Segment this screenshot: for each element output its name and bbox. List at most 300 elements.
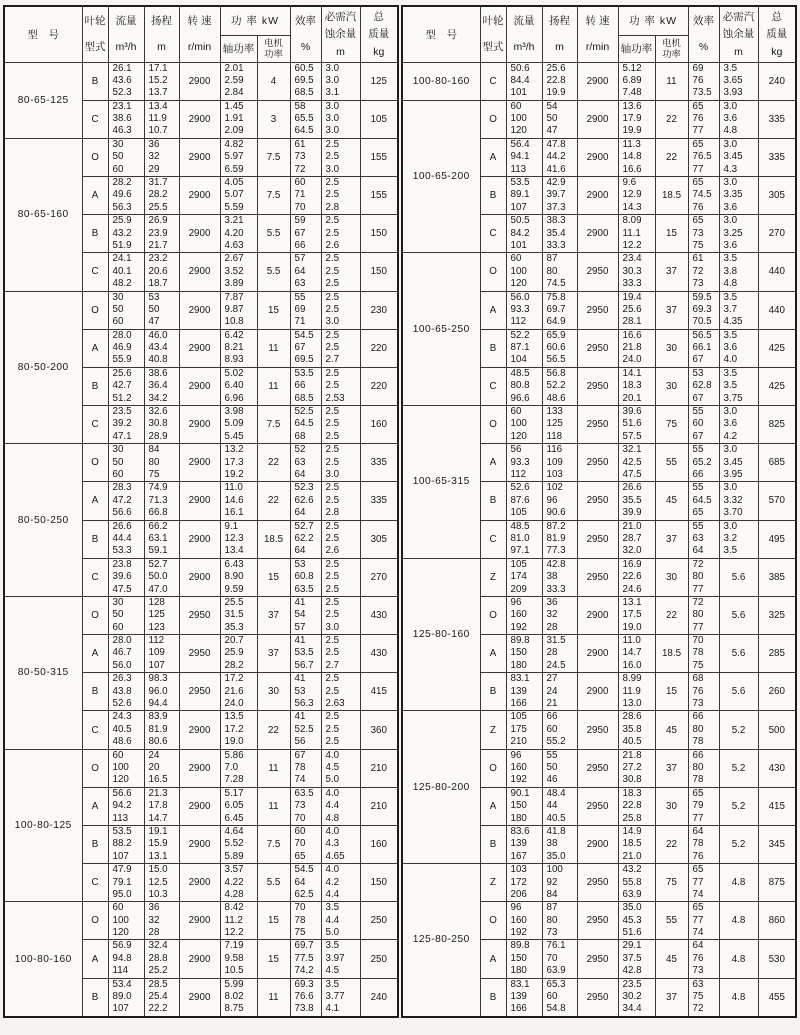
cell-flow — [108, 291, 144, 329]
cell-efficiency — [688, 62, 719, 100]
cell-speed: 2950 — [577, 444, 618, 482]
value-line: 56.5 — [546, 354, 566, 366]
value-line: 28 — [546, 621, 558, 633]
value-line: 39.6 — [622, 406, 642, 418]
cell-impeller-type: A — [480, 444, 506, 482]
cell-flow — [506, 596, 542, 634]
value-line: 84 — [546, 888, 558, 900]
value-line: 125 — [148, 609, 165, 621]
value-line: 13.1 — [148, 850, 168, 862]
cell-mass: 325 — [758, 596, 796, 634]
cell-shaft-power — [220, 177, 257, 215]
cell-flow — [506, 215, 542, 253]
value-line: 18.3 — [622, 787, 642, 799]
cell-mass: 415 — [360, 673, 398, 711]
value-line: 56.4 — [510, 138, 530, 150]
col-header-efficiency — [290, 6, 321, 62]
value-line: 123 — [148, 621, 165, 633]
value-line: 3.1 — [325, 87, 340, 99]
value-line: 70 — [294, 201, 306, 213]
cell-npsh: 4.8 — [719, 864, 758, 902]
value-line: 2.6 — [325, 239, 340, 251]
header-line: 必需汽 — [722, 10, 755, 23]
cell-motor-power: 55 — [655, 444, 688, 482]
value-line: 80 — [692, 761, 704, 773]
value-line: 4.8 — [325, 812, 340, 824]
cell-model: 100-80-160 — [402, 62, 480, 100]
value-line: 139 — [510, 685, 527, 697]
value-line: 28.0 — [112, 329, 132, 341]
cell-mass: 240 — [758, 62, 796, 100]
value-line: 4.20 — [224, 227, 244, 239]
cell-motor-power: 7.5 — [257, 406, 290, 444]
value-line: 63 — [294, 278, 306, 290]
cell-efficiency — [688, 406, 719, 444]
value-line: 22.8 — [622, 800, 642, 812]
value-line: 97.1 — [510, 545, 530, 557]
value-line: 90.6 — [546, 507, 566, 519]
value-line: 5.12 — [622, 62, 642, 74]
value-line: 4.8 — [723, 278, 738, 290]
cell-efficiency — [688, 367, 719, 405]
value-line: 93.3 — [510, 303, 530, 315]
cell-flow — [108, 978, 144, 1017]
value-line: 93.3 — [510, 456, 530, 468]
value-line: 3.0 — [723, 138, 738, 150]
cell-flow — [506, 520, 542, 558]
cell-speed: 2950 — [577, 291, 618, 329]
cell-speed: 2900 — [577, 215, 618, 253]
cell-efficiency — [290, 940, 321, 978]
cell-impeller-type: Z — [480, 558, 506, 596]
value-line: 3.0 — [325, 74, 340, 86]
value-line: 3.52 — [224, 265, 244, 277]
header-line: 扬程 — [549, 15, 570, 28]
value-line: 60 — [112, 902, 124, 914]
value-line: 66.2 — [148, 520, 168, 532]
value-line: 40.5 — [112, 723, 132, 735]
cell-impeller-type: C — [480, 367, 506, 405]
cell-flow — [506, 940, 542, 978]
value-line: 59.5 — [692, 291, 712, 303]
value-line: 2.5 — [325, 151, 340, 163]
cell-motor-power: 75 — [655, 406, 688, 444]
value-line: 3.0 — [723, 177, 738, 189]
cell-impeller-type: C — [480, 520, 506, 558]
cell-impeller-type: A — [82, 329, 108, 367]
cell-efficiency — [688, 673, 719, 711]
value-line: 17.5 — [622, 609, 642, 621]
value-line: 59.1 — [148, 545, 168, 557]
value-line: 56.6 — [112, 787, 132, 799]
value-line: 80.6 — [148, 736, 168, 748]
value-line: 72 — [692, 596, 704, 608]
value-line: 40.8 — [148, 354, 168, 366]
cell-flow — [108, 558, 144, 596]
value-line: 69.5 — [294, 354, 314, 366]
value-line: 43.8 — [112, 685, 132, 697]
cell-speed: 2900 — [179, 940, 220, 978]
cell-efficiency — [290, 367, 321, 405]
cell-impeller-type: B — [82, 673, 108, 711]
cell-speed: 2950 — [179, 635, 220, 673]
cell-flow — [506, 367, 542, 405]
value-line: 13.6 — [622, 100, 642, 112]
cell-head — [144, 749, 179, 787]
value-line: 3.0 — [325, 469, 340, 480]
value-line: 6.40 — [224, 380, 244, 392]
cell-shaft-power — [618, 406, 655, 444]
table-header — [4, 6, 398, 62]
value-line: 83.9 — [148, 711, 168, 723]
value-line: 1.45 — [224, 100, 244, 112]
value-line: 12.3 — [224, 532, 244, 544]
cell-impeller-type: O — [480, 749, 506, 787]
value-line: 67 — [294, 342, 306, 354]
value-line: 114 — [112, 965, 129, 977]
header-line: kg — [771, 45, 783, 58]
cell-npsh — [719, 215, 758, 253]
value-line: 51.6 — [622, 927, 642, 939]
model-group — [4, 291, 398, 444]
value-line: 96.6 — [510, 392, 530, 404]
cell-head — [144, 978, 179, 1017]
value-line: 2.7 — [325, 659, 340, 671]
value-line: 65.2 — [692, 456, 712, 468]
cell-shaft-power — [220, 711, 257, 749]
cell-shaft-power — [618, 482, 655, 520]
value-line: 53.5 — [510, 177, 530, 189]
cell-shaft-power — [618, 864, 655, 902]
cell-speed: 2950 — [577, 749, 618, 787]
value-line: 21 — [546, 698, 558, 710]
value-line: 4.0 — [325, 864, 340, 876]
value-line: 102 — [546, 482, 563, 494]
cell-mass: 860 — [758, 902, 796, 940]
value-line: 41 — [294, 711, 306, 723]
value-line: 78 — [692, 838, 704, 850]
cell-head — [542, 482, 577, 520]
value-line: 30.8 — [148, 418, 168, 430]
value-line: 3.57 — [224, 864, 244, 876]
cell-mass: 155 — [360, 138, 398, 176]
value-line: 55 — [546, 749, 558, 761]
value-line: 60 — [546, 723, 558, 735]
cell-head — [144, 825, 179, 863]
cell-npsh — [321, 329, 360, 367]
value-line: 13.5 — [224, 711, 244, 723]
value-line: 52 — [294, 444, 306, 456]
cell-speed: 2950 — [577, 406, 618, 444]
value-line: 4.5 — [325, 965, 340, 977]
value-line: 81.0 — [510, 532, 530, 544]
cell-motor-power: 15 — [257, 940, 290, 978]
value-line: 52.2 — [510, 329, 530, 341]
cell-motor-power: 7.5 — [257, 138, 290, 176]
header-row-1 — [4, 6, 398, 35]
value-line: 32.4 — [148, 940, 168, 952]
cell-shaft-power — [220, 978, 257, 1017]
cell-flow — [506, 291, 542, 329]
cell-npsh — [321, 596, 360, 634]
value-line: 75.8 — [546, 291, 566, 303]
cell-speed: 2900 — [577, 138, 618, 176]
value-line: 73 — [692, 278, 704, 290]
value-line: 68.5 — [294, 392, 314, 404]
cell-impeller-type: C — [82, 100, 108, 138]
cell-mass: 425 — [758, 329, 796, 367]
cell-speed: 2900 — [577, 825, 618, 863]
cell-speed: 2900 — [179, 329, 220, 367]
cell-motor-power: 30 — [257, 673, 290, 711]
value-line: 180 — [510, 812, 527, 824]
cell-flow — [506, 825, 542, 863]
model-group — [4, 902, 398, 1017]
value-line: 77 — [692, 914, 704, 926]
value-line: 11.0 — [224, 482, 243, 494]
value-line: 22.2 — [148, 1003, 168, 1015]
value-line: 87 — [546, 902, 558, 914]
cell-motor-power: 22 — [257, 711, 290, 749]
cell-shaft-power — [220, 215, 257, 253]
cell-flow — [108, 138, 144, 176]
cell-motor-power: 30 — [655, 558, 688, 596]
value-line: 3.2 — [723, 532, 738, 544]
value-line: 28.6 — [622, 711, 642, 723]
value-line: 16.5 — [148, 774, 168, 786]
value-line: 19.0 — [224, 736, 244, 748]
value-line: 74.5 — [692, 189, 712, 201]
value-line: 21.8 — [622, 749, 642, 761]
cell-shaft-power — [618, 100, 655, 138]
value-line: 167 — [510, 850, 527, 862]
value-line: 25.6 — [546, 62, 566, 74]
value-line: 76 — [692, 850, 704, 862]
cell-flow — [506, 978, 542, 1017]
cell-efficiency — [688, 444, 719, 482]
value-line: 4.28 — [224, 888, 244, 900]
col-header-shaft-power: 轴功率 — [618, 35, 655, 62]
value-line: 62.6 — [294, 494, 314, 506]
cell-head — [542, 940, 577, 978]
cell-motor-power: 11 — [655, 62, 688, 100]
value-line: 3.0 — [723, 215, 738, 227]
value-line: 96 — [510, 902, 522, 914]
value-line: 5.45 — [224, 430, 244, 442]
cell-npsh — [321, 215, 360, 253]
cell-head — [542, 138, 577, 176]
value-line: 66 — [294, 380, 306, 392]
value-line: 84 — [148, 444, 160, 456]
cell-speed: 2900 — [179, 520, 220, 558]
value-line: 43.2 — [112, 227, 132, 239]
cell-flow — [506, 711, 542, 749]
cell-mass: 875 — [758, 864, 796, 902]
cell-efficiency — [688, 596, 719, 634]
value-line: 26.6 — [622, 482, 642, 494]
cell-shaft-power — [220, 406, 257, 444]
value-line: 2.5 — [325, 723, 340, 735]
value-line: 2.5 — [325, 647, 340, 659]
value-line: 41 — [294, 673, 306, 685]
cell-impeller-type: A — [82, 177, 108, 215]
col-header-motor-power — [257, 35, 290, 62]
value-line: 2.5 — [325, 342, 340, 354]
cell-head — [144, 864, 179, 902]
cell-head — [144, 558, 179, 596]
value-line: 2.5 — [325, 189, 340, 201]
value-line: 42.9 — [546, 177, 566, 189]
value-line: 16.6 — [622, 163, 642, 175]
value-line: 60 — [112, 316, 124, 328]
cell-impeller-type: O — [82, 749, 108, 787]
cell-shaft-power — [618, 444, 655, 482]
value-line: 2.5 — [325, 227, 340, 239]
value-line: 74 — [692, 888, 704, 900]
value-line: 69.3 — [294, 978, 314, 990]
cell-flow — [108, 787, 144, 825]
cell-mass: 685 — [758, 444, 796, 482]
value-line: 53.5 — [112, 825, 132, 837]
cell-shaft-power — [618, 520, 655, 558]
value-line: 116 — [546, 444, 563, 456]
value-line: 76 — [692, 74, 704, 86]
value-line: 28.5 — [148, 978, 168, 990]
value-line: 18.7 — [148, 278, 168, 290]
cell-npsh — [321, 444, 360, 482]
cell-shaft-power — [618, 940, 655, 978]
cell-motor-power: 11 — [257, 367, 290, 405]
value-line: 63.5 — [294, 583, 314, 595]
value-line: 100 — [510, 265, 527, 277]
value-line: 5.07 — [224, 189, 244, 201]
cell-flow — [506, 62, 542, 100]
value-line: 78 — [692, 647, 704, 659]
value-line: 5.09 — [224, 418, 244, 430]
value-line: 65 — [692, 864, 704, 876]
header-line: m³/h — [513, 41, 535, 54]
value-line: 2.5 — [325, 444, 340, 456]
value-line: 56.6 — [112, 507, 132, 519]
value-line: 24.0 — [622, 354, 642, 366]
value-line: 47.5 — [622, 469, 642, 480]
value-line: 53.5 — [294, 647, 314, 659]
model-group — [402, 62, 796, 100]
value-line: 2.5 — [325, 177, 340, 189]
model-group — [402, 864, 796, 1017]
value-line: 3.0 — [325, 621, 340, 633]
col-header-power-kw: 功 率 kW — [220, 6, 290, 35]
cell-impeller-type: B — [480, 329, 506, 367]
value-line: 28 — [546, 647, 558, 659]
value-line: 27 — [546, 673, 558, 685]
cell-shaft-power — [220, 902, 257, 940]
value-line: 56.0 — [112, 659, 132, 671]
cell-speed: 2900 — [179, 177, 220, 215]
value-line: 5.52 — [224, 838, 244, 850]
value-line: 32.1 — [622, 444, 642, 456]
value-line: 54 — [546, 100, 558, 112]
value-line: 192 — [510, 621, 527, 633]
cell-npsh — [719, 406, 758, 444]
cell-model: 80-65-160 — [4, 138, 82, 291]
value-line: 2.5 — [325, 430, 340, 442]
cell-impeller-type: C — [82, 558, 108, 596]
value-line: 192 — [510, 927, 527, 939]
value-line: 51.6 — [622, 418, 642, 430]
cell-head — [542, 787, 577, 825]
cell-speed: 2900 — [577, 596, 618, 634]
cell-speed: 2900 — [179, 138, 220, 176]
value-line: 71 — [294, 316, 306, 328]
cell-shaft-power — [220, 367, 257, 405]
value-line: 44.2 — [546, 151, 566, 163]
value-line: 21.6 — [224, 685, 244, 697]
pump-table-right — [401, 5, 797, 1018]
value-line: 11.9 — [622, 685, 641, 697]
value-line: 43.2 — [622, 864, 642, 876]
cell-model: 125-80-160 — [402, 558, 480, 711]
value-line: 73 — [692, 227, 704, 239]
value-line: 56.3 — [294, 698, 314, 710]
cell-shaft-power — [618, 673, 655, 711]
value-line: 72 — [692, 558, 704, 570]
cell-speed: 2900 — [577, 100, 618, 138]
value-line: 47.9 — [112, 864, 132, 876]
value-line: 2.5 — [325, 596, 340, 608]
value-line: 65 — [692, 100, 704, 112]
value-line: 76 — [692, 685, 704, 697]
header-line: 蚀余量 — [722, 28, 755, 41]
cell-model: 125-80-200 — [402, 711, 480, 864]
value-line: 49.6 — [112, 189, 132, 201]
cell-head — [542, 596, 577, 634]
cell-npsh — [719, 138, 758, 176]
cell-model: 80-50-315 — [4, 596, 82, 749]
value-line: 3.65 — [723, 74, 743, 86]
value-line: 72 — [692, 265, 704, 277]
value-line: 3.0 — [325, 316, 340, 328]
value-line: 24.3 — [112, 711, 132, 723]
value-line: 6.96 — [224, 392, 244, 404]
pump-table-left — [3, 5, 399, 1018]
model-group — [402, 100, 796, 253]
cell-mass: 385 — [758, 558, 796, 596]
cell-shaft-power — [618, 329, 655, 367]
cell-impeller-type: B — [480, 978, 506, 1017]
value-line: 60 — [692, 418, 704, 430]
value-line: 57 — [294, 621, 306, 633]
value-line: 30 — [112, 138, 124, 150]
value-line: 6.43 — [224, 558, 244, 570]
cell-flow — [108, 520, 144, 558]
cell-speed: 2900 — [179, 367, 220, 405]
cell-motor-power: 37 — [655, 520, 688, 558]
value-line: 27.2 — [622, 761, 642, 773]
value-line: 5.97 — [224, 151, 244, 163]
value-line: 11.9 — [148, 113, 167, 125]
value-line: 2.5 — [325, 583, 340, 595]
value-line: 44 — [546, 800, 558, 812]
cell-motor-power: 22 — [257, 444, 290, 482]
value-line: 39.6 — [112, 571, 132, 583]
value-line: 109 — [148, 647, 165, 659]
cell-impeller-type: C — [82, 253, 108, 291]
value-line: 50 — [148, 303, 160, 315]
value-line: 17.2 — [224, 673, 244, 685]
cell-shaft-power — [220, 673, 257, 711]
value-line: 150 — [510, 800, 527, 812]
